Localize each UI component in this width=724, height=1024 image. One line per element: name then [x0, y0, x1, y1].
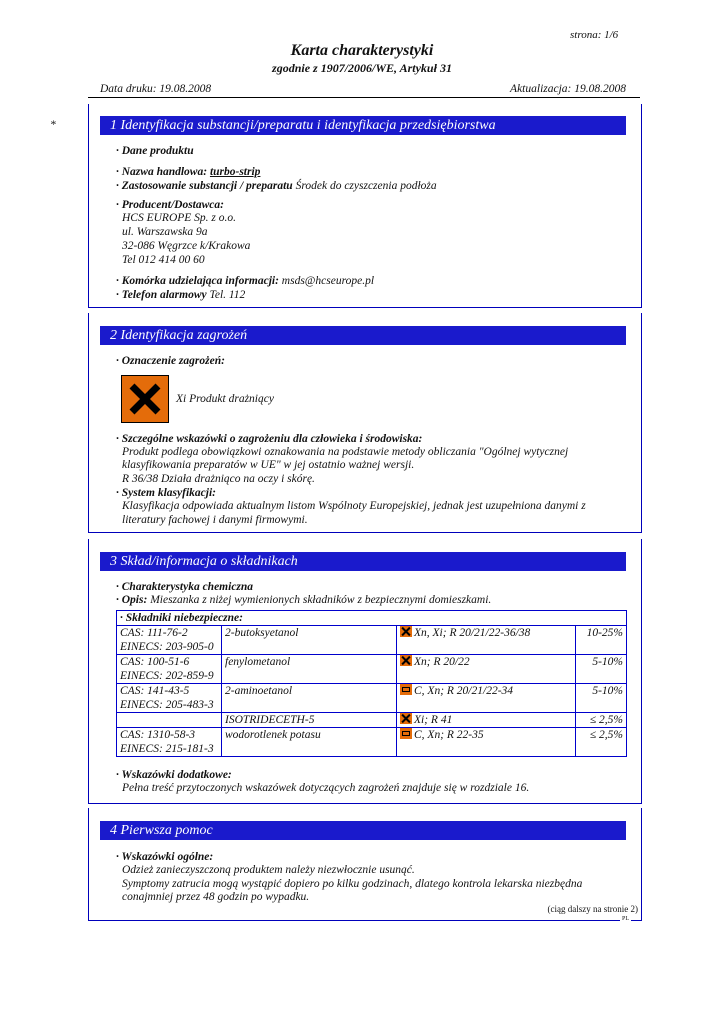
einecs-number: EINECS: 215-181-3 — [120, 743, 214, 755]
table-row — [117, 684, 627, 713]
phone-row — [116, 288, 245, 302]
classification-cell — [397, 713, 576, 728]
classification-text: C, Xn; R 22-35 — [414, 729, 484, 741]
use-label: · Zastosowanie substancji / preparatu — [116, 180, 293, 192]
section-1-title: 1 Identyfikacja substancji/preparatu i identyfikacja przedsiębiorstwa — [100, 116, 626, 135]
info-row — [116, 274, 374, 288]
concentration: 10-25% — [576, 626, 627, 655]
section-4-title: 4 Pierwsza pomoc — [100, 821, 626, 840]
print-date: Data druku: 19.08.2008 — [100, 83, 212, 95]
document-subtitle: zgodnie z 1907/2006/WE, Artykuł 31 — [272, 61, 452, 75]
substance-name: wodorotlenek potasu — [222, 728, 397, 757]
classification-line: Klasyfikacja odpowiada aktualnym listom Wspólnoty Europejskiej, jednak jest uzupełniona danymi z — [122, 500, 586, 512]
table-row — [117, 728, 627, 757]
concentration: ≤ 2,5% — [576, 713, 627, 728]
special-warning-label: · Szczególne wskazówki o zagrożeniu dla człowieka i środowiska: — [116, 433, 423, 445]
cas-number: CAS: 111-76-2 — [120, 627, 188, 639]
page-number: strona: 1/6 — [570, 29, 619, 41]
substance-name: ISOTRIDECETH-5 — [222, 713, 397, 728]
cas-number: CAS: 100-51-6 — [120, 656, 190, 668]
corrosive-icon — [400, 684, 412, 695]
substance-name: fenylometanol — [222, 655, 397, 684]
table-row — [117, 655, 627, 684]
classification-system-label: · System klasyfikacji: — [116, 487, 216, 499]
additional-info-label: · Wskazówki dodatkowe: — [116, 769, 232, 781]
continued-note: (ciąg dalszy na stronie 2) — [547, 904, 638, 914]
trade-name-row — [116, 165, 260, 179]
section-2-title: 2 Identyfikacja zagrożeń — [100, 326, 626, 345]
general-advice-label: · Wskazówki ogólne: — [116, 851, 214, 863]
substance-name: 2-butoksyetanol — [222, 626, 397, 655]
cas-cell — [117, 713, 222, 728]
special-warning-line: klasyfikowania preparatów w UE" w jej ostatnio ważnej wersji. — [122, 459, 415, 471]
concentration: 5-10% — [576, 655, 627, 684]
document-title: Karta charakterystyki — [290, 42, 434, 59]
table-row — [117, 626, 627, 655]
classification-text: C, Xn; R 20/21/22-34 — [414, 685, 514, 697]
table-header-row — [117, 611, 627, 626]
description-row — [116, 593, 491, 607]
cas-cell — [117, 684, 222, 713]
first-aid-line: conajmniej przez 48 godzin po wypadku. — [122, 891, 310, 903]
classification-text: Xi; R 41 — [414, 714, 453, 726]
einecs-number: EINECS: 202-859-9 — [120, 670, 214, 682]
producer-line: Tel 012 414 00 60 — [122, 254, 205, 266]
first-aid-line: Odzież zanieczyszczoną produktem należy niezwłocznie usunąć. — [122, 864, 415, 876]
special-warning-line: R 36/38 Działa drażniąco na oczy i skórę. — [122, 473, 315, 485]
description-value: Mieszanka z niżej wymienionych składników z bezpiecznymi domieszkami. — [150, 594, 492, 606]
concentration: ≤ 2,5% — [576, 728, 627, 757]
section-3-title: 3 Skład/informacja o składnikach — [100, 552, 626, 571]
einecs-number: EINECS: 203-905-0 — [120, 641, 214, 653]
einecs-number: EINECS: 205-483-3 — [120, 699, 214, 711]
classification-cell — [397, 655, 576, 684]
classification-cell — [397, 728, 576, 757]
irritant-x-icon — [400, 713, 412, 724]
classification-cell — [397, 684, 576, 713]
info-label: · Komórka udzielająca informacji: — [116, 275, 279, 287]
dangerous-components-label: · Składniki niebezpieczne: — [117, 611, 627, 626]
classification-line: literatury fachowej i danymi firmowymi. — [122, 514, 308, 526]
use-value: Środek do czyszczenia podłoża — [295, 180, 437, 192]
product-data-label: · Dane produktu — [116, 145, 194, 157]
chem-characteristic-label: · Charakterystyka chemiczna — [116, 581, 254, 593]
corrosive-icon — [400, 728, 412, 739]
classification-cell — [397, 626, 576, 655]
trade-name-value: turbo-strip — [209, 166, 261, 178]
dangerous-components-table — [116, 610, 627, 757]
concentration: 5-10% — [576, 684, 627, 713]
classification-text: Xn; R 20/22 — [414, 656, 470, 668]
description-label: · Opis: — [116, 594, 148, 606]
producer-label: · Producent/Dostawca: — [116, 199, 224, 211]
producer-line: 32-086 Węgrzce k/Krakowa — [122, 240, 251, 252]
special-warning-line: Produkt podlega obowiązkowi oznakowania na podstawie metody obliczania "Ogólnej wytycznej — [122, 446, 569, 458]
cas-number: CAS: 1310-58-3 — [120, 729, 196, 741]
harmful-x-icon — [400, 655, 412, 666]
language-code: PL — [622, 916, 630, 922]
trade-name-label: · Nazwa handlowa: — [116, 166, 208, 178]
table-row — [117, 713, 627, 728]
header-divider — [88, 97, 640, 98]
classification-text: Xn, Xi; R 20/21/22-36/38 — [414, 627, 531, 639]
cas-number: CAS: 141-43-5 — [120, 685, 190, 697]
cas-cell — [117, 728, 222, 757]
use-row — [116, 179, 437, 193]
substance-name: 2-aminoetanol — [222, 684, 397, 713]
phone-label: · Telefon alarmowy — [116, 289, 207, 301]
producer-line: ul. Warszawska 9a — [122, 226, 208, 238]
phone-value: Tel. 112 — [209, 289, 246, 301]
additional-info-value: Pełna treść przytoczonych wskazówek dotyczących zagrożeń znajduje się w rozdziale 16. — [122, 782, 530, 794]
update-date: Aktualizacja: 19.08.2008 — [510, 83, 626, 95]
info-email[interactable]: msds@hcseurope.pl — [281, 275, 375, 287]
change-marker: * — [50, 119, 56, 131]
cas-cell — [117, 626, 222, 655]
harmful-x-icon — [400, 626, 412, 637]
hazard-label: · Oznaczenie zagrożeń: — [116, 355, 225, 367]
first-aid-line: Symptomy zatrucia mogą wystąpić dopiero po kilku godzinach, dlatego kontrola lekarska niezbędna — [122, 878, 583, 890]
irritant-hazard-icon — [121, 375, 169, 423]
hazard-symbol-text: Xi Produkt drażniący — [176, 393, 274, 405]
cas-cell — [117, 655, 222, 684]
producer-line: HCS EUROPE Sp. z o.o. — [122, 212, 237, 224]
